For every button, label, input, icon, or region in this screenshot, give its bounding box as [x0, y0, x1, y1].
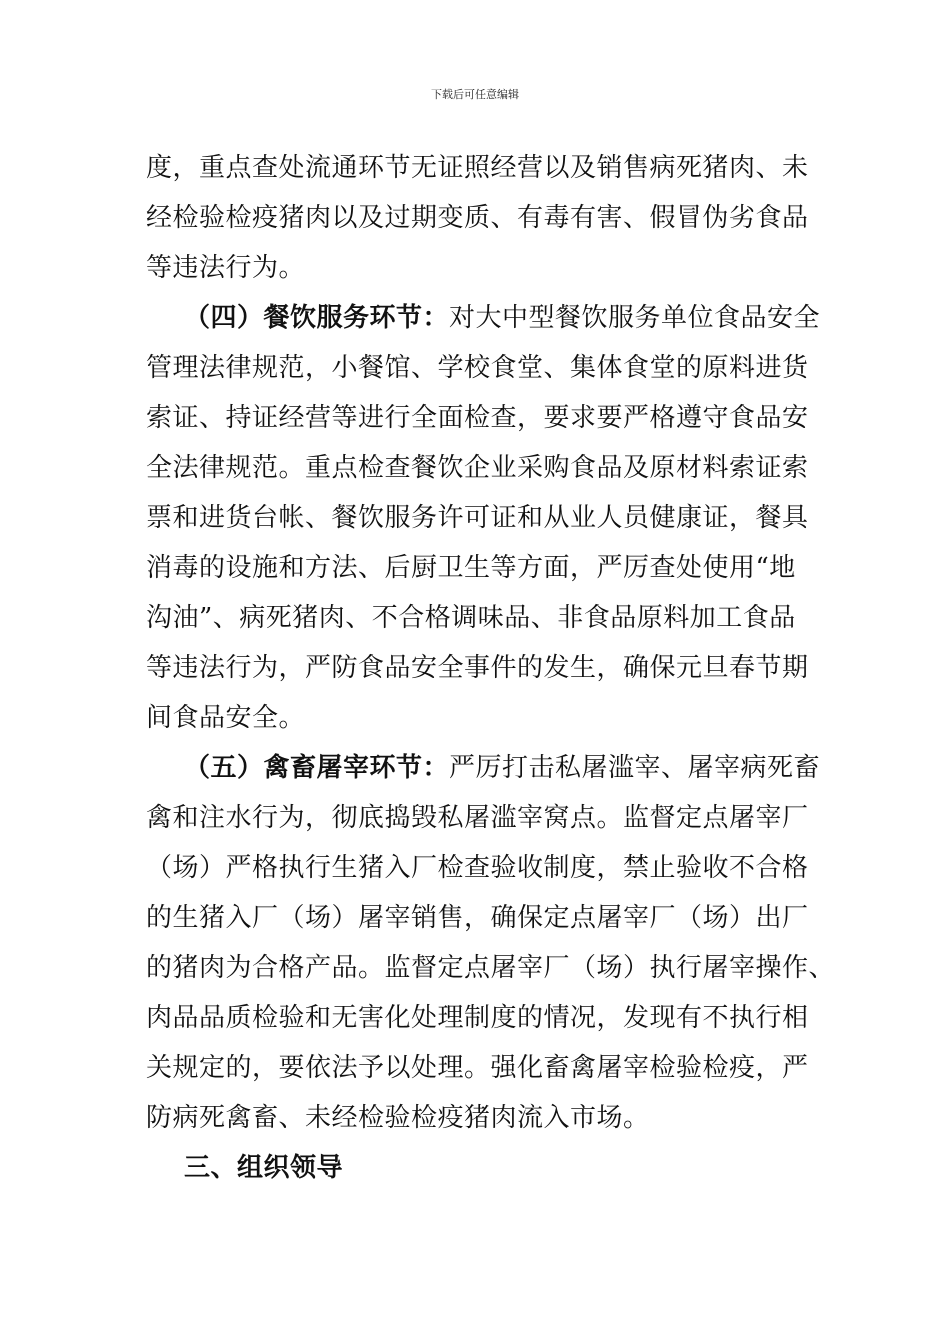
paragraph-line: 票和进货台帐、餐饮服务许可证和从业人员健康证，餐具 — [146, 503, 809, 533]
paragraph-line: 全法律规范。重点检查餐饮企业采购食品及原材料索证索 — [146, 453, 809, 483]
paragraph-line: 肉品品质检验和无害化处理制度的情况，发现有不执行相 — [146, 1003, 809, 1033]
paragraph-line: 管理法律规范，小餐馆、学校食堂、集体食堂的原料进货 — [146, 353, 809, 383]
section-heading: 三、组织领导 — [184, 1153, 344, 1183]
paragraph-line: 的生猪入厂（场）屠宰销售，确保定点屠宰厂（场）出厂 — [146, 903, 809, 933]
subsection-heading: （五）禽畜屠宰环节： — [184, 753, 450, 783]
paragraph-line: 防病死禽畜、未经检验检疫猪肉流入市场。 — [146, 1103, 650, 1133]
paragraph-line: 消毒的设施和方法、后厨卫生等方面，严厉查处使用“地 — [146, 553, 796, 583]
paragraph-line: 经检验检疫猪肉以及过期变质、有毒有害、假冒伪劣食品 — [146, 203, 809, 233]
page-header: 下载后可任意编辑 — [431, 88, 519, 101]
paragraph-line: 沟油”、病死猪肉、不合格调味品、非食品原料加工食品 — [146, 603, 796, 633]
paragraph-line: 间食品安全。 — [146, 703, 306, 733]
paragraph-first-line — [184, 752, 820, 784]
paragraph-line: 禽和注水行为，彻底捣毁私屠滥宰窝点。监督定点屠宰厂 — [146, 803, 809, 833]
paragraph-text: 严厉打击私屠滥宰、屠宰病死畜 — [449, 753, 821, 783]
paragraph-line: （场）严格执行生猪入厂检查验收制度，禁止验收不合格 — [146, 853, 809, 883]
paragraph-first-line — [184, 302, 820, 334]
paragraph-line: 关规定的，要依法予以处理。强化畜禽屠宰检验检疫，严 — [146, 1053, 809, 1083]
paragraph-text: 对大中型餐饮服务单位食品安全 — [449, 303, 821, 333]
paragraph-line: 的猪肉为合格产品。监督定点屠宰厂（场）执行屠宰操作、 — [146, 953, 836, 983]
subsection-heading: （四）餐饮服务环节： — [184, 303, 450, 333]
paragraph-line: 度，重点查处流通环节无证照经营以及销售病死猪肉、未 — [146, 153, 809, 183]
paragraph-line: 索证、持证经营等进行全面检查，要求要严格遵守食品安 — [146, 403, 809, 433]
paragraph-line: 等违法行为。 — [146, 253, 306, 283]
paragraph-line: 等违法行为，严防食品安全事件的发生，确保元旦春节期 — [146, 653, 809, 683]
